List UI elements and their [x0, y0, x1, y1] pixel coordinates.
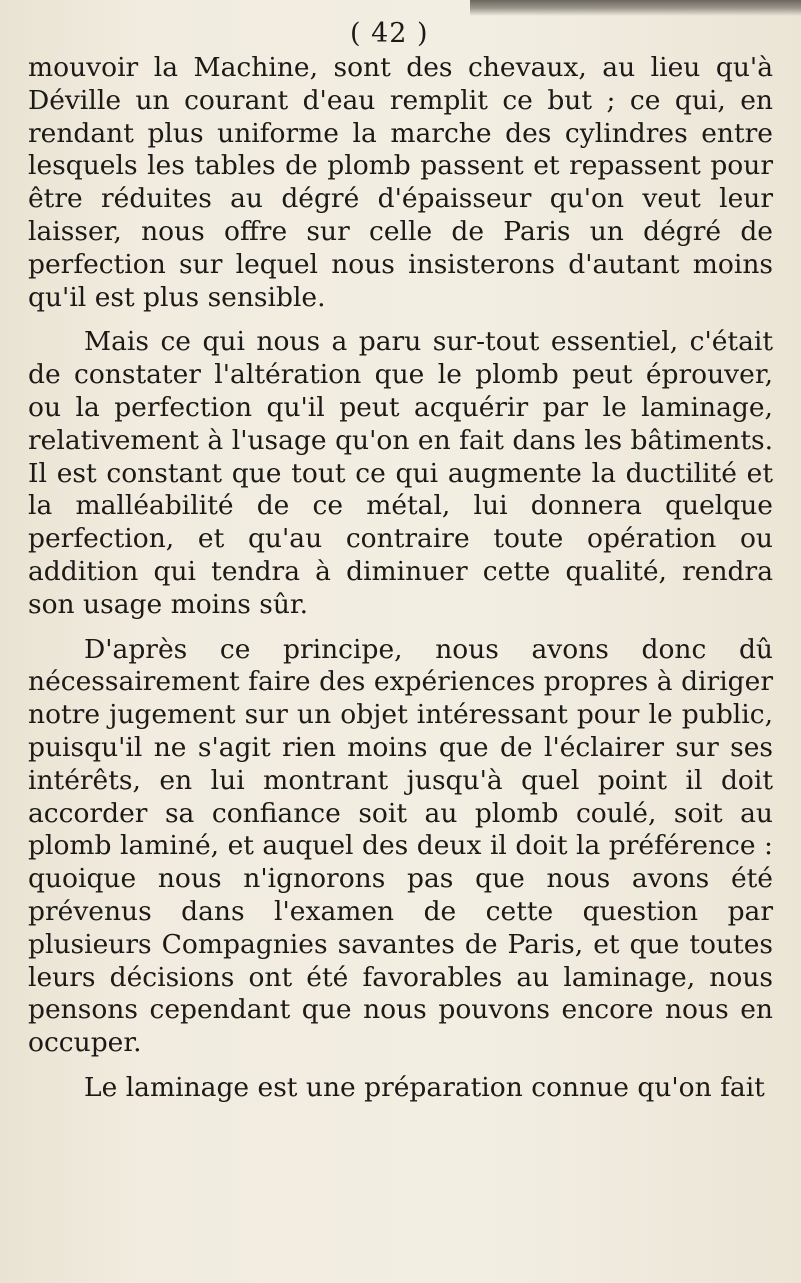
paragraph-2: Mais ce qui nous a paru sur-tout essentiel, c'était de constater l'altération que le plomb peut éprouver, ou la perfection qu'il peut acquérir par le laminage, relativement à l'usage qu'on en fait dans les bâtiments. Il est constant que tout ce qui augmente la ductilité et la malléabilité de ce métal, lui donnera quelque perfection, et qu'au contraire toute opération ou addition qui tendra à diminuer cette qualité, rendra son usage moins sûr. — [28, 326, 773, 620]
paragraph-3: D'après ce principe, nous avons donc dû nécessairement faire des expériences propres à diriger notre jugement sur un objet intéressant pour le public, puisqu'il ne s'agit rien moins que de l'éclairer sur ses intérêts, en lui montrant jusqu'à quel point il doit accorder sa confiance soit au plomb coulé, soit au plomb laminé, et auquel des deux il doit la préférence : quoique nous n'ignorons pas que nous avons été prévenus dans l'examen de cette question par plusieurs Compagnies savantes de Paris, et que toutes leurs décisions ont été favorables au laminage, nous pensons cependant que nous pouvons encore nous en occuper. — [28, 633, 773, 1059]
paragraph-gap — [28, 622, 773, 634]
paragraph-4: Le laminage est une préparation connue qu'on fait — [84, 1071, 765, 1103]
page-number: ( 42 ) — [350, 18, 429, 49]
page-text — [28, 52, 773, 1105]
paragraph-gap — [28, 314, 773, 326]
page-edge-shadow — [470, 0, 801, 16]
paragraph-1: mouvoir la Machine, sont des chevaux, au lieu qu'à Déville un courant d'eau remplit ce but ; ce qui, en rendant plus uniforme la marche des cylindres entre lesquels les tables de plomb passent et repassent pour être réduites au dégré d'épaisseur qu'on veut leur laisser, nous offre sur celle de Paris un dégré de perfection sur lequel nous insisterons d'autant moins qu'il est plus sensible. — [28, 52, 773, 313]
paragraph-gap — [28, 1060, 773, 1072]
